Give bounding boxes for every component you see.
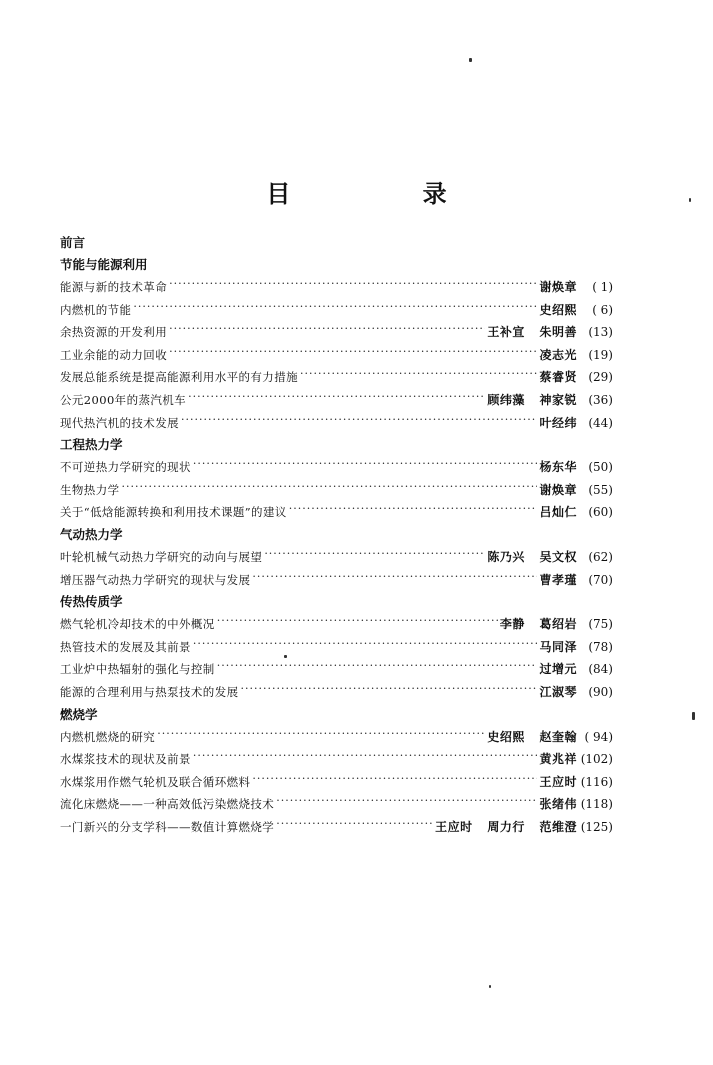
dot-leader bbox=[181, 415, 537, 427]
toc-entry[interactable] bbox=[60, 636, 613, 659]
dot-leader bbox=[157, 729, 485, 741]
dot-leader bbox=[252, 774, 537, 786]
toc-entry[interactable] bbox=[60, 299, 613, 322]
scan-speck bbox=[689, 198, 691, 202]
entry-page: (70) bbox=[588, 572, 613, 587]
entry-authors: 杨东华 bbox=[539, 460, 577, 475]
entry-page: (55) bbox=[588, 482, 613, 497]
section-heading: 前言 bbox=[60, 235, 86, 250]
entry-title: 水煤浆技术的现状及前景 bbox=[60, 752, 191, 767]
dot-leader bbox=[169, 279, 537, 291]
entry-page: (102) bbox=[580, 752, 613, 767]
toc-entry[interactable] bbox=[60, 681, 613, 704]
entry-authors: 顾纬藻 神家锐 bbox=[487, 392, 577, 407]
entry-title: 一门新兴的分支学科——数值计算燃烧学 bbox=[60, 819, 275, 834]
entry-authors: 王应时 周力行 范维澄 bbox=[435, 819, 577, 834]
toc-entry[interactable] bbox=[60, 344, 613, 367]
entry-authors: 陈乃兴 吴文权 bbox=[487, 549, 577, 564]
scan-speck bbox=[489, 985, 491, 988]
dot-leader bbox=[264, 549, 485, 561]
dot-leader bbox=[217, 616, 498, 628]
entry-title: 热管技术的发展及其前景 bbox=[60, 639, 191, 654]
toc-entry[interactable] bbox=[60, 479, 613, 502]
entry-page: ( 94) bbox=[584, 729, 613, 744]
entry-authors: 马同泽 bbox=[539, 639, 577, 654]
entry-title: 增压器气动热力学研究的现状与发展 bbox=[60, 572, 251, 587]
entry-authors: 曹孝瑾 bbox=[539, 572, 577, 587]
dot-leader bbox=[217, 661, 538, 673]
toc-entry[interactable] bbox=[60, 658, 613, 681]
dot-leader bbox=[252, 572, 537, 584]
entry-title: 流化床燃烧——一种高效低污染燃烧技术 bbox=[60, 797, 275, 812]
entry-title: 现代热汽机的技术发展 bbox=[60, 415, 179, 430]
toc-entry[interactable] bbox=[60, 321, 613, 344]
toc-entry[interactable] bbox=[60, 569, 613, 592]
entry-title: 能源的合理利用与热泵技术的发展 bbox=[60, 684, 239, 699]
dot-leader bbox=[276, 819, 433, 831]
entry-title: 余热资源的开发利用 bbox=[60, 325, 168, 340]
toc-entry[interactable] bbox=[60, 546, 613, 569]
dot-leader bbox=[193, 751, 538, 763]
dot-leader bbox=[300, 369, 537, 381]
section-heading: 传热传质学 bbox=[60, 594, 123, 610]
entry-authors: 吕灿仁 bbox=[539, 505, 577, 520]
toc-entry[interactable] bbox=[60, 748, 613, 771]
dot-leader bbox=[169, 347, 537, 359]
entry-title: 燃气轮机冷却技术的中外概况 bbox=[60, 617, 215, 632]
dot-leader bbox=[241, 684, 538, 696]
entry-page: (19) bbox=[588, 347, 613, 362]
entry-page: (13) bbox=[588, 325, 613, 340]
entry-authors: 王补宣 朱明善 bbox=[487, 325, 577, 340]
toc-entry[interactable] bbox=[60, 366, 613, 389]
entry-page: (60) bbox=[588, 505, 613, 520]
entry-authors: 江淑琴 bbox=[539, 684, 577, 699]
toc-entry[interactable] bbox=[60, 771, 613, 794]
entry-page: (29) bbox=[588, 370, 613, 385]
entry-authors: 过增元 bbox=[539, 662, 577, 677]
entry-authors: 史绍熙 赵奎翰 bbox=[487, 729, 577, 744]
dot-leader bbox=[188, 392, 485, 404]
entry-page: (44) bbox=[588, 415, 613, 430]
entry-page: (116) bbox=[580, 774, 613, 789]
entry-title: 能源与新的技术革命 bbox=[60, 280, 168, 294]
toc-entry[interactable] bbox=[60, 816, 613, 839]
entry-page: (62) bbox=[588, 549, 613, 564]
section-heading: 节能与能源利用 bbox=[60, 257, 148, 272]
entry-page: (50) bbox=[588, 460, 613, 475]
entry-title: 关于“低焓能源转换和利用技术课题”的建议 bbox=[60, 505, 287, 520]
entry-title: 发展总能系统是提高能源利用水平的有力措施 bbox=[60, 370, 298, 385]
scan-speck bbox=[469, 58, 472, 62]
scan-speck bbox=[692, 712, 695, 720]
entry-page: (125) bbox=[580, 819, 613, 834]
entry-page: ( 6) bbox=[592, 302, 613, 317]
entry-authors: 李静 葛绍岩 bbox=[499, 617, 577, 632]
toc-entry[interactable] bbox=[60, 389, 613, 412]
toc-entry[interactable] bbox=[60, 456, 613, 479]
entry-authors: 叶经纬 bbox=[539, 415, 577, 430]
toc-entry[interactable] bbox=[60, 793, 613, 816]
toc-entry[interactable] bbox=[60, 276, 613, 299]
dot-leader bbox=[193, 459, 538, 471]
dot-leader bbox=[193, 639, 538, 651]
entry-page: (118) bbox=[580, 797, 613, 812]
entry-title: 工业炉中热辐射的强化与控制 bbox=[60, 662, 215, 677]
entry-authors: 凌志光 bbox=[539, 347, 577, 362]
dot-leader bbox=[133, 302, 537, 314]
entry-authors: 谢焕章 bbox=[539, 280, 577, 294]
entry-authors: 史绍熙 bbox=[539, 302, 577, 317]
entry-title: 不可逆热力学研究的现状 bbox=[60, 460, 191, 475]
section-heading: 气动热力学 bbox=[60, 526, 123, 542]
toc-entry[interactable] bbox=[60, 412, 613, 435]
toc-entry[interactable] bbox=[60, 613, 613, 636]
toc-entry[interactable] bbox=[60, 501, 613, 524]
entry-authors: 蔡睿贤 bbox=[539, 370, 577, 385]
entry-authors: 张绪伟 bbox=[539, 797, 577, 812]
entry-page: ( 1) bbox=[592, 280, 613, 294]
page-title: 目 录 bbox=[266, 180, 509, 208]
entry-title: 公元2000年的蒸汽机车 bbox=[60, 392, 187, 407]
dot-leader bbox=[122, 482, 538, 494]
entry-title: 内燃机燃烧的研究 bbox=[60, 729, 156, 744]
table-of-contents bbox=[60, 232, 613, 838]
dot-leader bbox=[169, 324, 485, 336]
entry-title: 叶轮机械气动热力学研究的动向与展望 bbox=[60, 549, 263, 564]
entry-authors: 谢焕章 bbox=[539, 482, 577, 497]
entry-page: (75) bbox=[588, 617, 613, 632]
section-heading: 工程热力学 bbox=[60, 437, 123, 453]
entry-authors: 王应时 bbox=[539, 774, 577, 789]
dot-leader bbox=[276, 796, 537, 808]
entry-title: 工业余能的动力回收 bbox=[60, 347, 168, 362]
entry-page: (78) bbox=[588, 639, 613, 654]
scan-speck bbox=[284, 655, 287, 658]
entry-title: 内燃机的节能 bbox=[60, 302, 132, 317]
entry-title: 生物热力学 bbox=[60, 482, 120, 497]
dot-leader bbox=[289, 504, 538, 516]
entry-page: (84) bbox=[588, 662, 613, 677]
entry-page: (36) bbox=[588, 392, 613, 407]
entry-page: (90) bbox=[588, 684, 613, 699]
section-heading: 燃烧学 bbox=[60, 706, 98, 722]
entry-title: 水煤浆用作燃气轮机及联合循环燃料 bbox=[60, 774, 251, 789]
toc-entry[interactable] bbox=[60, 726, 613, 749]
entry-authors: 黄兆祥 bbox=[539, 752, 577, 767]
